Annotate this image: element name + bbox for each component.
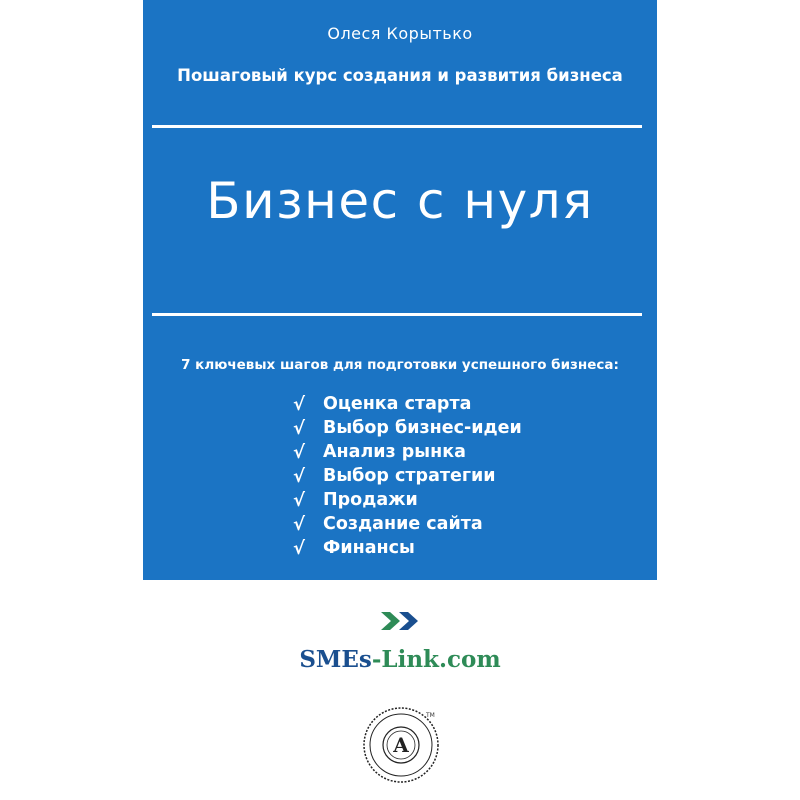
step-label: Оценка старта bbox=[323, 394, 472, 414]
step-label: Создание сайта bbox=[323, 514, 483, 534]
steps-list bbox=[293, 392, 522, 560]
list-item bbox=[293, 536, 522, 560]
list-item bbox=[293, 512, 522, 536]
step-label: Выбор бизнес-идеи bbox=[323, 418, 522, 438]
checkmark-icon: √ bbox=[293, 489, 306, 511]
site-logo-text bbox=[0, 646, 800, 673]
checkmark-icon: √ bbox=[293, 465, 306, 487]
site-name-primary: SMEs bbox=[299, 646, 372, 673]
checkmark-icon: √ bbox=[293, 393, 306, 415]
book-title: Бизнес с нуля bbox=[206, 172, 594, 230]
checkmark-icon: √ bbox=[293, 513, 306, 535]
step-label: Продажи bbox=[323, 490, 418, 510]
top-divider bbox=[152, 125, 642, 128]
checkmark-icon: √ bbox=[293, 417, 306, 439]
book-cover bbox=[143, 0, 657, 580]
step-label: Анализ рынка bbox=[323, 442, 466, 462]
double-arrow-icon bbox=[379, 609, 423, 633]
list-item bbox=[293, 440, 522, 464]
checkmark-icon: √ bbox=[293, 441, 306, 463]
list-item bbox=[293, 416, 522, 440]
list-item bbox=[293, 392, 522, 416]
checkmark-icon: √ bbox=[293, 537, 306, 559]
step-label: Выбор стратегии bbox=[323, 466, 496, 486]
trademark-mark: TM bbox=[426, 712, 435, 719]
list-item bbox=[293, 488, 522, 512]
list-item bbox=[293, 464, 522, 488]
author-name: Олеся Корытько bbox=[327, 24, 473, 43]
site-name-secondary: -Link.com bbox=[371, 646, 501, 673]
step-label: Финансы bbox=[323, 538, 415, 558]
bottom-divider bbox=[152, 313, 642, 316]
seal-letter: А bbox=[392, 733, 410, 757]
book-subtitle: Пошаговый курс создания и развития бизнеса bbox=[177, 66, 623, 85]
steps-heading: 7 ключевых шагов для подготовки успешного бизнеса: bbox=[181, 357, 619, 373]
